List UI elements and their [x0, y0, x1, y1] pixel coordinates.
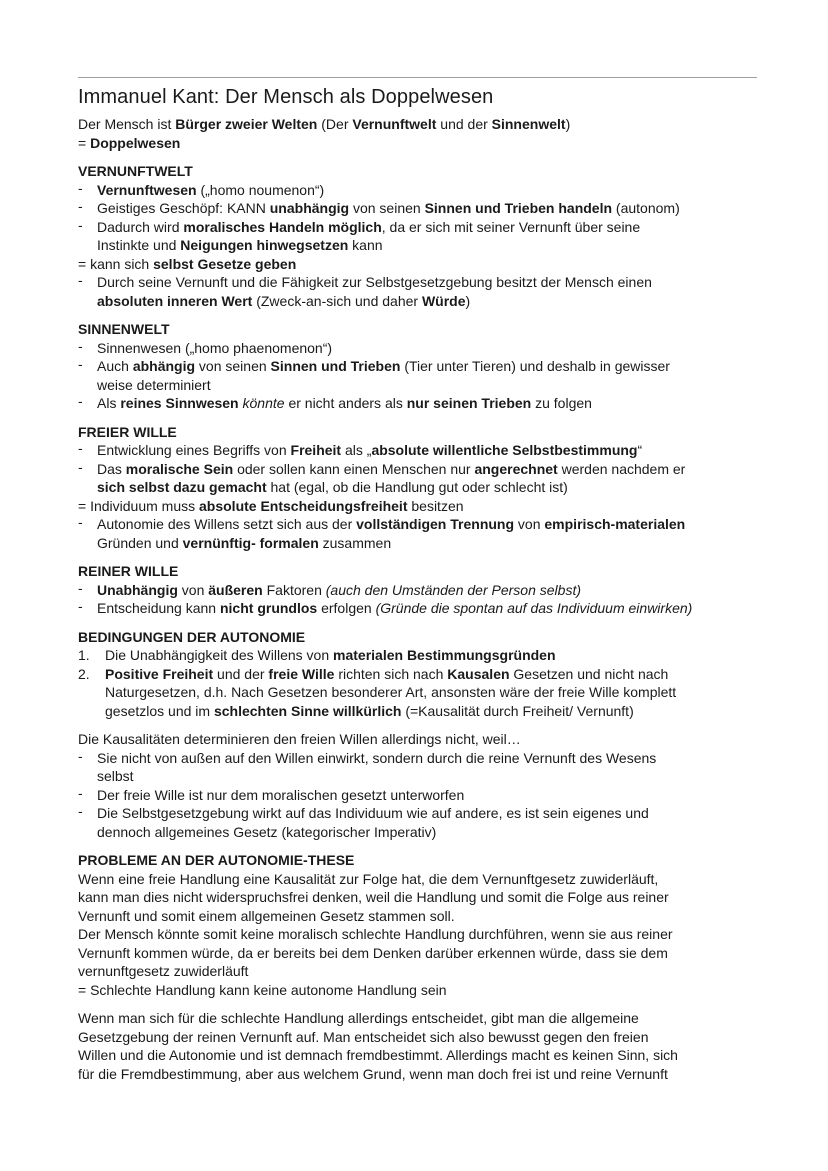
text-run: Willen und die Autonomie und ist demnach fremdbestimmt. Allerdings macht es keinen Sinn, sich	[78, 1047, 678, 1063]
text-run: oder sollen kann einen Menschen nur	[233, 460, 475, 477]
text-run: Wenn man sich für die schlechte Handlung allerdings entscheidet, gibt man die allgemeine	[78, 1010, 639, 1026]
list-item-text	[105, 665, 757, 721]
list-item-text	[97, 460, 757, 497]
list-item	[78, 749, 757, 786]
text-run: Autonomie des Willens setzt sich aus der	[97, 516, 357, 532]
list-item	[78, 646, 757, 665]
page-title: Immanuel Kant: Der Mensch als Doppelwesen	[78, 86, 494, 108]
section-heading: REINER WILLE	[78, 563, 179, 579]
text-run: (Der	[317, 116, 353, 132]
text-run: besitzen	[407, 497, 464, 514]
text-run: freie Wille	[268, 665, 335, 682]
text-run: nur seinen Trieben	[406, 395, 532, 411]
text-run: von seinen	[349, 200, 425, 216]
text-run: könnte	[242, 395, 285, 411]
text-run: (autonom)	[612, 200, 680, 216]
text-run: “	[637, 442, 643, 458]
list-item	[78, 273, 757, 310]
text-run: absolute Entscheidungsfreiheit	[199, 497, 408, 514]
text-run: gesetzlos und im	[105, 702, 214, 719]
text-run: Der Mensch ist	[78, 116, 176, 132]
list-item-text	[97, 749, 757, 786]
text-run: )	[465, 292, 471, 309]
text-run: zu folgen	[531, 395, 592, 411]
text-run: weise determiniert	[97, 376, 211, 393]
text-run: Neigungen hinwegsetzen	[180, 237, 349, 253]
section-heading: BEDINGUNGEN DER AUTONOMIE	[78, 628, 306, 645]
list-marker: -	[78, 784, 83, 801]
list-item-text	[97, 804, 757, 841]
section-heading: SINNENWELT	[78, 321, 170, 337]
text-run: Das	[97, 460, 126, 477]
list-marker: -	[78, 198, 83, 214]
text-run: Sinnenwelt	[491, 116, 566, 132]
list-item	[78, 357, 757, 394]
list-item	[78, 599, 757, 618]
doc-gap	[78, 841, 757, 851]
text-run: Gesetzgebung der reinen Vernunft auf. Man entscheidet sich also bewusst gegen den freien	[78, 1028, 649, 1045]
text-run: Vernunftwesen	[97, 181, 197, 198]
text-run: Freiheit	[290, 442, 342, 458]
list-marker: -	[78, 216, 83, 233]
list-item-text	[97, 199, 757, 218]
text-run: angerechnet	[474, 460, 558, 477]
text-run: für die Fremdbestimmung, aber aus welchem Grund, wenn man doch frei ist und reine Vernunft	[78, 1065, 668, 1082]
list-item-text	[97, 581, 757, 600]
text-run: kann man dies nicht widerspruchsfrei denken, weil die Handlung und somit die Folge aus reiner	[78, 889, 669, 905]
text-run: von seinen	[195, 358, 271, 374]
list-item-text	[97, 339, 757, 358]
doc-paragraph	[78, 870, 757, 926]
doc-gap	[78, 413, 757, 423]
text-run: Positive Freiheit	[105, 665, 214, 682]
list-marker: -	[78, 458, 83, 475]
list-item	[78, 181, 757, 200]
text-run: Als	[97, 395, 121, 411]
list-marker: -	[78, 272, 83, 288]
text-run: )	[565, 116, 571, 132]
text-run: moralische Sein	[125, 460, 234, 477]
text-run: zusammen	[318, 534, 392, 551]
text-run: Die Selbstgesetzgebung wirkt auf das Individuum wie auf andere, es ist sein eigenes und	[97, 805, 649, 821]
text-run: Faktoren	[262, 581, 326, 598]
top-rule	[78, 77, 757, 78]
list-item-text	[97, 218, 757, 255]
text-run: Gründen und	[97, 534, 183, 551]
text-run: schlechten Sinne willkürlich	[213, 702, 402, 719]
list-marker: -	[78, 393, 83, 409]
text-run: Kausalen	[447, 665, 510, 682]
text-run: richten sich nach	[334, 665, 448, 682]
doc-paragraph	[78, 497, 757, 516]
text-run: Sinnen und Trieben	[270, 358, 401, 374]
text-run: Instinkte und	[97, 237, 181, 253]
doc-paragraph	[78, 730, 757, 749]
list-item	[78, 199, 757, 218]
text-run: = Individuum muss	[78, 497, 199, 514]
text-run: Naturgesetzen, d.h. Nach Gesetzen besonderer Art, ansonsten wäre der freie Wille komplett	[105, 684, 677, 700]
list-item	[78, 515, 757, 552]
text-run: reines Sinnwesen	[120, 395, 239, 411]
text-run: Vernunft kommen würde, da er bereits bei dem Denken darüber erkennen würde, dass sie dem	[78, 944, 668, 961]
list-item	[78, 786, 757, 805]
list-item-text	[97, 181, 757, 200]
list-item	[78, 460, 757, 497]
text-run: Würde	[421, 292, 466, 309]
text-run: (Zweck-an-sich und daher	[252, 292, 422, 309]
text-run: = kann sich	[78, 255, 154, 272]
list-item-text	[97, 515, 757, 552]
section-heading: FREIER WILLE	[78, 423, 177, 440]
text-run: absolute willentliche Selbstbestimmung	[371, 442, 638, 458]
text-run: äußeren	[208, 581, 263, 598]
text-run: absoluten inneren Wert	[97, 292, 253, 309]
text-run: moralisches Handeln möglich	[183, 218, 382, 235]
text-run: Die Kausalitäten determinieren den freien Willen allerdings nicht, weil…	[78, 731, 521, 747]
list-item-text	[97, 441, 757, 460]
list-item	[78, 665, 757, 721]
text-run: von	[177, 581, 209, 598]
text-run: werden nachdem er	[557, 460, 686, 477]
list-item-text	[97, 357, 757, 394]
text-run: von	[514, 516, 545, 532]
list-marker: -	[78, 598, 83, 614]
text-run: Der Mensch könnte somit keine moralisch schlechte Handlung durchführen, wenn sie aus reiner	[78, 926, 673, 942]
text-run: sich selbst dazu gemacht	[97, 479, 267, 495]
list-item-text	[105, 646, 757, 665]
text-run: vollständigen Trennung	[356, 516, 515, 532]
list-marker: -	[78, 356, 83, 372]
text-run: vernünftig- formalen	[182, 534, 319, 551]
text-run: (=Kausalität durch Freiheit/ Vernunft)	[401, 702, 634, 719]
text-run: Gesetzen und nicht nach	[509, 665, 669, 682]
text-run: materialen Bestimmungsgründen	[333, 647, 556, 663]
text-run: und der	[213, 665, 269, 682]
list-marker: -	[78, 747, 83, 764]
text-run: Geistiges Geschöpf: KANN	[97, 200, 270, 216]
doc-gap	[78, 618, 757, 628]
doc-paragraph	[78, 115, 757, 134]
list-marker: -	[78, 337, 83, 354]
list-marker: -	[78, 514, 83, 530]
list-item	[78, 339, 757, 358]
doc-paragraph	[78, 134, 757, 153]
text-run: selbst	[97, 768, 134, 784]
text-run: vernunftgesetz zuwiderläuft	[78, 963, 249, 979]
text-run: Die Unabhängigkeit des Willens von	[105, 647, 334, 663]
section-heading: VERNUNFTWELT	[78, 163, 193, 179]
text-run: (Tier unter Tieren) und deshalb in gewisser	[400, 358, 670, 374]
doc-paragraph	[78, 255, 757, 274]
list-marker: -	[78, 803, 83, 819]
text-run: , da er sich mit seiner Vernunft über seine	[381, 218, 641, 235]
text-run: kann	[348, 237, 383, 253]
text-run: unabhängig	[269, 200, 350, 216]
text-run: Wenn eine freie Handlung eine Kausalität zur Folge hat, die dem Vernunftgesetz zuwiderläuft,	[78, 870, 659, 887]
list-item	[78, 441, 757, 460]
list-item-text	[97, 599, 757, 618]
text-run: und der	[436, 116, 492, 132]
document-body	[78, 115, 757, 1083]
list-marker: 1.	[78, 647, 90, 663]
list-item	[78, 581, 757, 600]
list-item-text	[97, 273, 757, 310]
text-run: Sinnen und Trieben handeln	[424, 200, 613, 216]
text-run: Sie nicht von außen auf den Willen einwirkt, sondern durch die reine Vernunft des Wesens	[97, 749, 657, 766]
text-run: Bürger zweier Welten	[175, 116, 318, 132]
text-run: (auch den Umständen der Person selbst)	[325, 581, 581, 598]
text-run: dennoch allgemeines Gesetz (kategorischer Imperativ)	[97, 823, 437, 840]
text-run: empirisch-materialen	[544, 516, 686, 532]
text-run: Durch seine Vernunft und die Fähigkeit zur Selbstgesetzgebung besitzt der Mensch einen	[97, 274, 652, 290]
list-marker: -	[78, 579, 83, 596]
text-run: Auch	[97, 358, 133, 374]
text-run: als „	[341, 442, 372, 458]
doc-gap	[78, 310, 757, 320]
list-marker: -	[78, 179, 83, 196]
text-run: hat (egal, ob die Handlung gut oder schlecht ist)	[266, 479, 568, 495]
text-run: Entwicklung eines Begriffs von	[97, 442, 291, 458]
text-run: Dadurch wird	[97, 218, 184, 235]
text-run: nicht grundlos	[219, 600, 318, 616]
doc-paragraph	[78, 1009, 757, 1083]
list-item	[78, 394, 757, 413]
doc-gap	[78, 720, 757, 730]
doc-paragraph	[78, 981, 757, 1000]
text-run: Sinnenwesen („homo phaenomenon“)	[97, 339, 333, 356]
text-run: =	[78, 134, 91, 151]
text-run: Vernunftwelt	[352, 116, 437, 132]
doc-paragraph	[78, 925, 757, 981]
text-run: Unabhängig	[97, 581, 178, 598]
text-run: Der freie Wille ist nur dem moralischen gesetzt unterworfen	[97, 786, 465, 803]
text-run: (Gründe die spontan auf das Individuum einwirken)	[375, 600, 693, 616]
text-run: selbst Gesetze geben	[153, 255, 297, 272]
list-item-text	[97, 786, 757, 805]
text-run: Vernunft und somit einem allgemeinen Gesetz stammen soll.	[78, 907, 455, 924]
text-run: abhängig	[132, 358, 196, 374]
text-run: Entscheidung kann	[97, 600, 220, 616]
list-marker: -	[78, 440, 83, 456]
text-run: = Schlechte Handlung kann keine autonome Handlung sein	[78, 981, 447, 998]
section-heading: PROBLEME AN DER AUTONOMIE-THESE	[78, 852, 355, 868]
doc-gap	[78, 552, 757, 562]
text-run: er nicht anders als	[284, 395, 407, 411]
list-item	[78, 804, 757, 841]
text-run: erfolgen	[317, 600, 376, 616]
doc-gap	[78, 999, 757, 1009]
text-run: Doppelwesen	[90, 134, 181, 151]
doc-gap	[78, 152, 757, 162]
list-item-text	[97, 394, 757, 413]
list-item	[78, 218, 757, 255]
text-run: („homo noumenon“)	[196, 181, 325, 198]
list-marker: 2.	[78, 665, 90, 682]
